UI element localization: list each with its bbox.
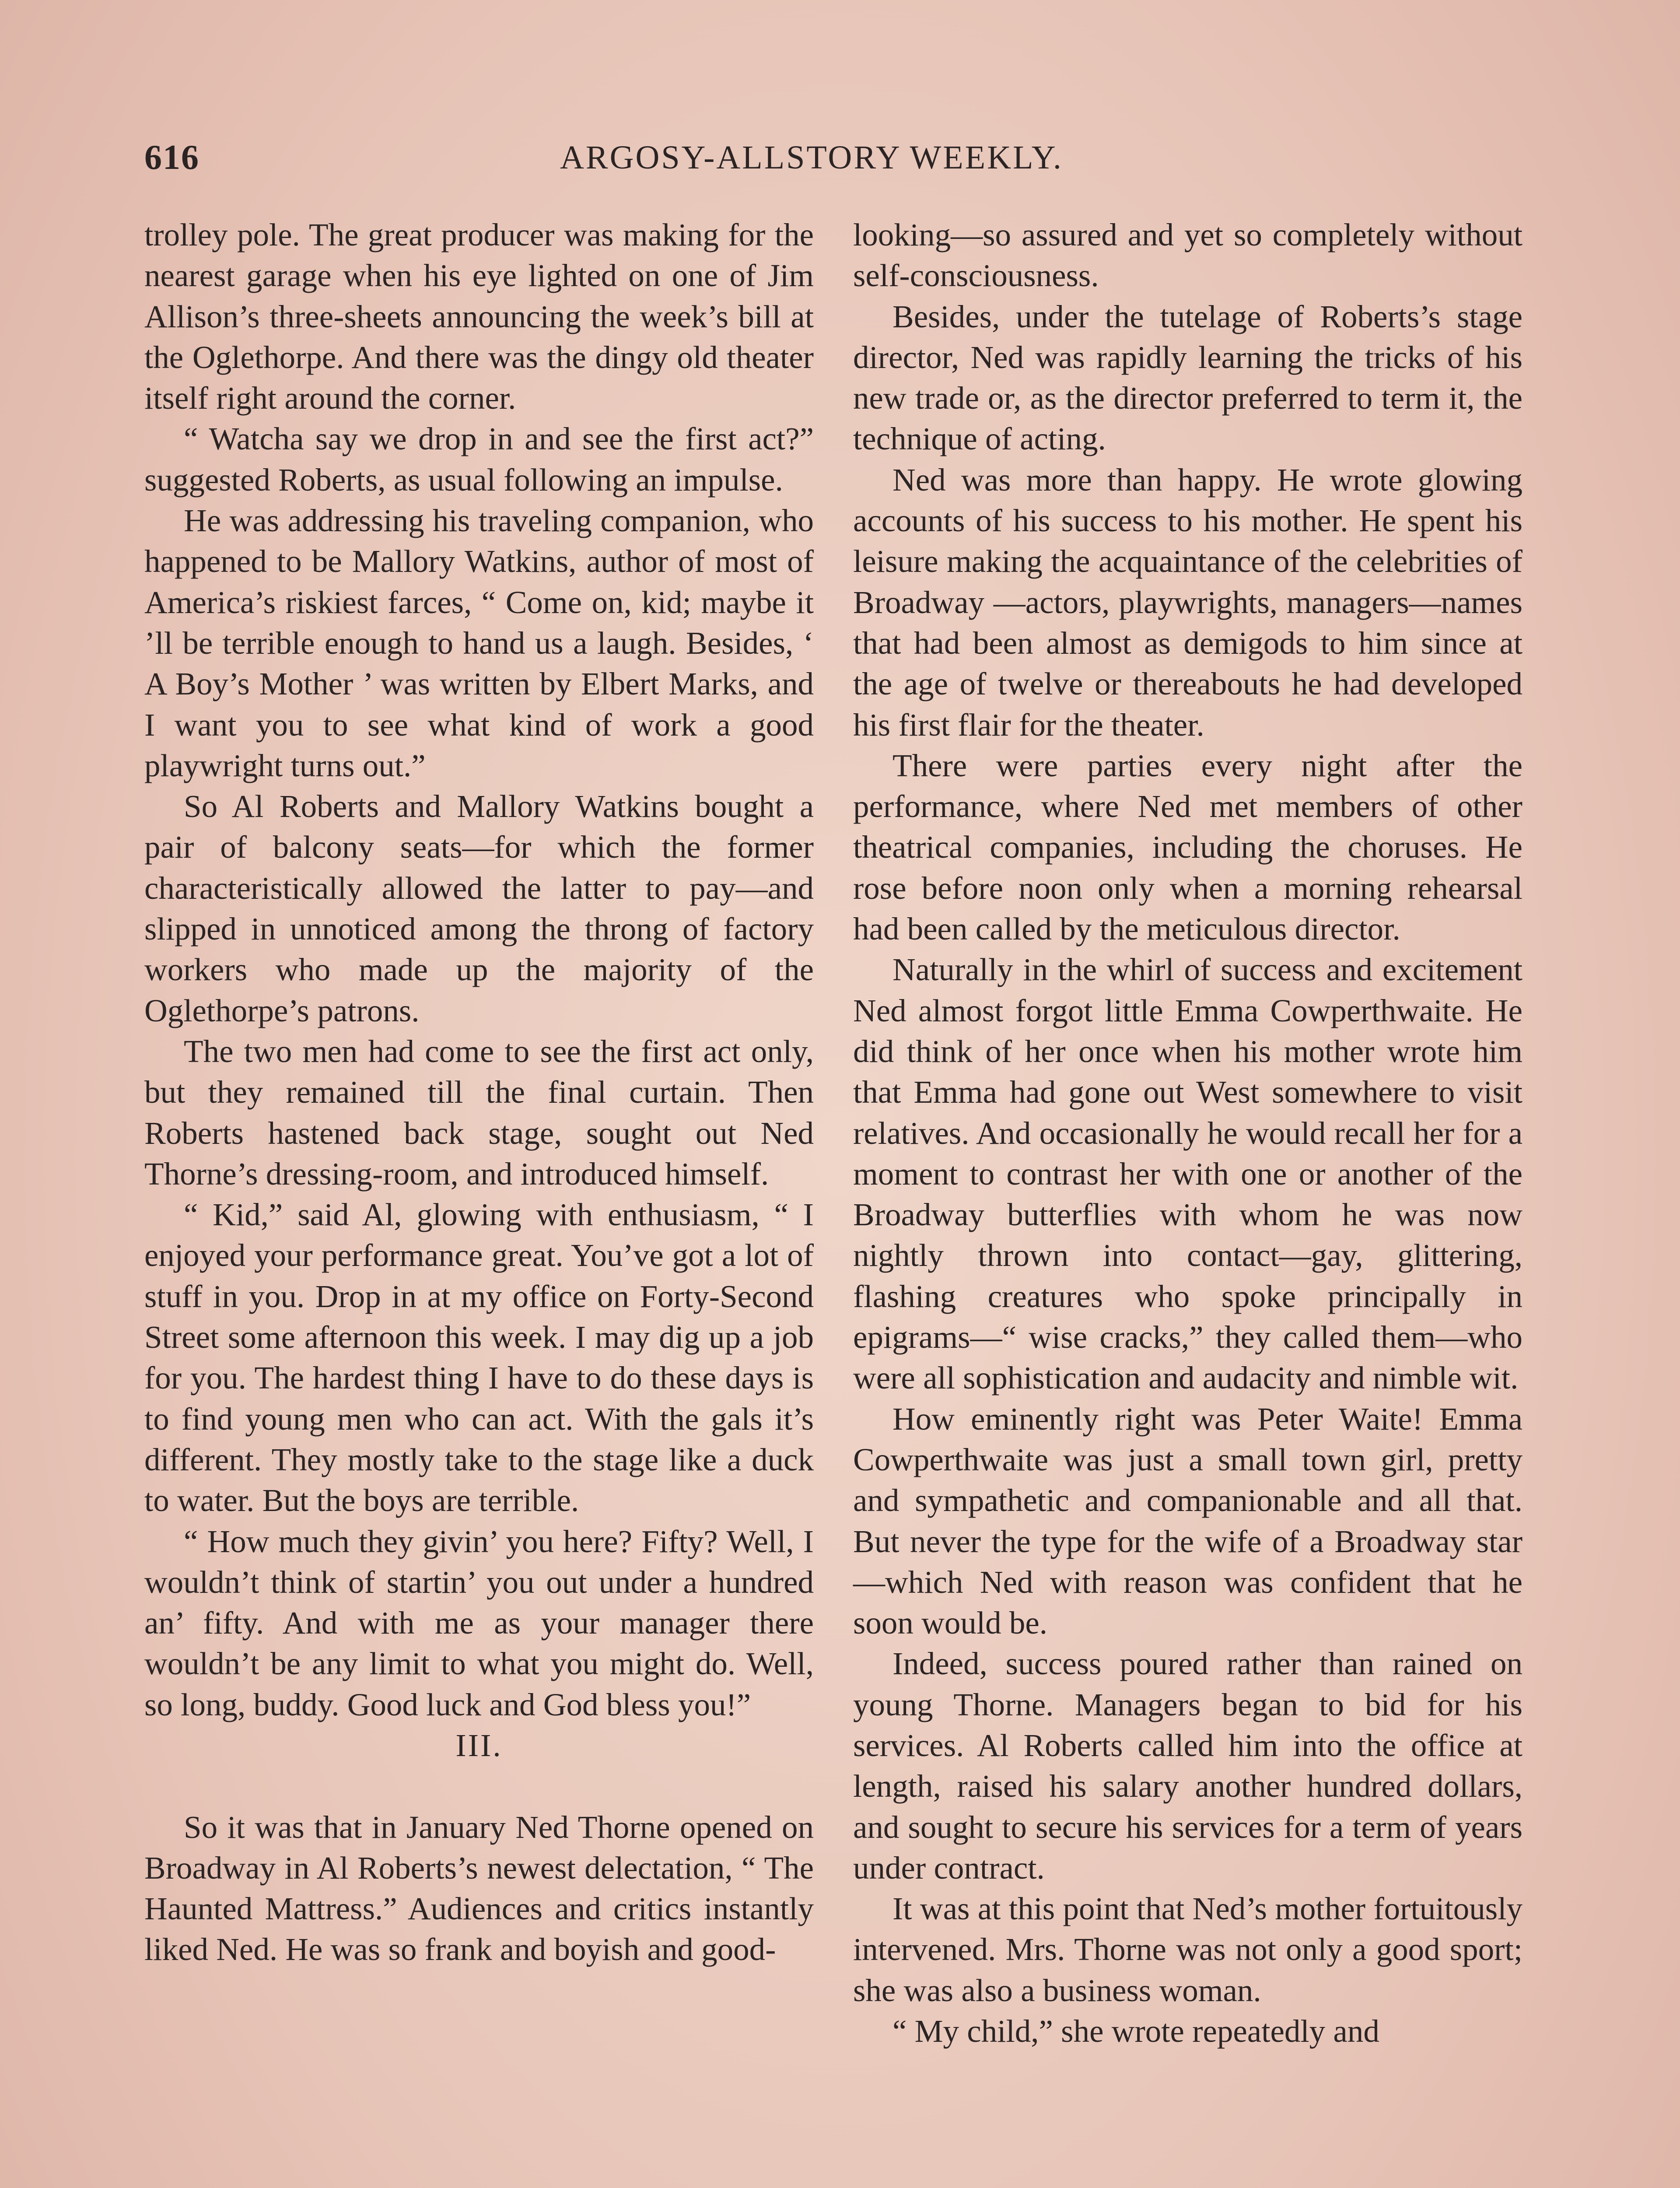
paragraph: How eminently right was Peter Waite! Emma Cowperthwaite was just a small town girl, pretty and sympathetic and companionable and all that. But never the type for the wife of a Broadway star—which Ned with reason was confident that he soon would be. [853, 1401, 1522, 1641]
running-head [144, 131, 1531, 184]
paragraph: The two men had come to see the first act only, but they remained till the final curtain. Then Roberts hastened back stage, sought out Ned Thorne’s dressing-room, and introduced himself. [144, 1033, 814, 1192]
paragraph: looking—so assured and yet so completely without self-consciousness. [853, 217, 1522, 294]
paragraph: He was addressing his traveling companion, who happened to be Mallory Watkins, author of most of America’s riskiest farces, “ Come on, kid; maybe it ’ll be terrible enough to hand us a laugh. Besides, ‘ A Boy’s Mother ’ was written by Elbert Marks, and I want you to see what kind of work a good playwright turns out.” [144, 503, 814, 783]
journal-title: ARGOSY-ALLSTORY WEEKLY. [560, 139, 1063, 176]
paragraph: trolley pole. The great producer was making for the nearest garage when his eye lighted on one of Jim Allison’s three-sheets announcing the week’s bill at the Oglethorpe. And there was the dingy old theater itself right around the corner. [144, 217, 814, 416]
paragraph: “ My child,” she wrote repeatedly and [892, 2013, 1379, 2049]
right-column [853, 214, 1522, 2051]
paragraph: So Al Roberts and Mallory Watkins bought a pair of balcony seats—for which the former characteristically allowed the latter to pay—and slipped in unnoticed among the throng of factory workers who made up the majority of the Oglethorpe’s patrons. [144, 789, 814, 1028]
paragraph: Naturally in the whirl of success and excitement Ned almost forgot little Emma Cowperthwaite. He did think of her once when his mother wrote him that Emma had gone out West somewhere to visit relatives. And occasionally he would recall her for a moment to contrast her with one or another of the Broadway butterflies with whom he was now nightly thrown into contact—gay, glittering, flashing creatures who spoke principally in epigrams—“ wise cracks,” they called them—who were all sophistication and audacity and nimble wit. [853, 952, 1522, 1396]
paragraph: Besides, under the tutelage of Roberts’s stage director, Ned was rapidly learning the tricks of his new trade or, as the director preferred to term it, the technique of acting. [853, 298, 1522, 457]
paragraph: There were parties every night after the performance, where Ned met members of other theatrical companies, including the choruses. He rose before noon only when a morning rehearsal had been called by the meticulous director. [853, 747, 1522, 947]
paragraph: “ How much they givin’ you here? Fifty? Well, I wouldn’t think of startin’ you out under a hundred an’ fifty. And with me as your manager there wouldn’t be any limit to what you might do. Well, so long, buddy. Good luck and God bless you!” [144, 1523, 814, 1722]
paragraph: Indeed, success poured rather than rained on young Thorne. Managers began to bid for his services. Al Roberts called him into the office at length, raised his salary another hundred dollars, and sought to secure his services for a term of years under contract. [853, 1646, 1522, 1886]
paragraph: So it was that in January Ned Thorne opened on Broadway in Al Roberts’s newest delectation, “ The Haunted Mattress.” Audiences and critics instantly liked Ned. He was so frank and boyish and good- [144, 1809, 814, 1967]
page-number: 616 [144, 138, 200, 177]
paragraph: “ Watcha say we drop in and see the first act?” suggested Roberts, as usual following an impulse. [144, 421, 814, 498]
left-column [144, 214, 814, 1970]
paragraph: “ Kid,” said Al, glowing with enthusiasm, “ I enjoyed your performance great. You’ve got a lot of stuff in you. Drop in at my office on Forty-Second Street some afternoon this week. I may dig up a job for you. The hardest thing I have to do these days is to find young men who can act. With the gals it’s different. They mostly take to the stage like a duck to water. But the boys are terrible. [144, 1197, 814, 1518]
paragraph: Ned was more than happy. He wrote glowing accounts of his success to his mother. He spent his leisure making the acquaintance of the celebrities of Broadway —actors, playwrights, managers—names that had been almost as demigods to him since at the age of twelve or thereabouts he had developed his first flair for the theater. [853, 462, 1522, 743]
paragraph: It was at this point that Ned’s mother fortuitously intervened. Mrs. Thorne was not only a good sport; she was also a business woman. [853, 1891, 1522, 2008]
section-heading: III. [455, 1727, 503, 1763]
